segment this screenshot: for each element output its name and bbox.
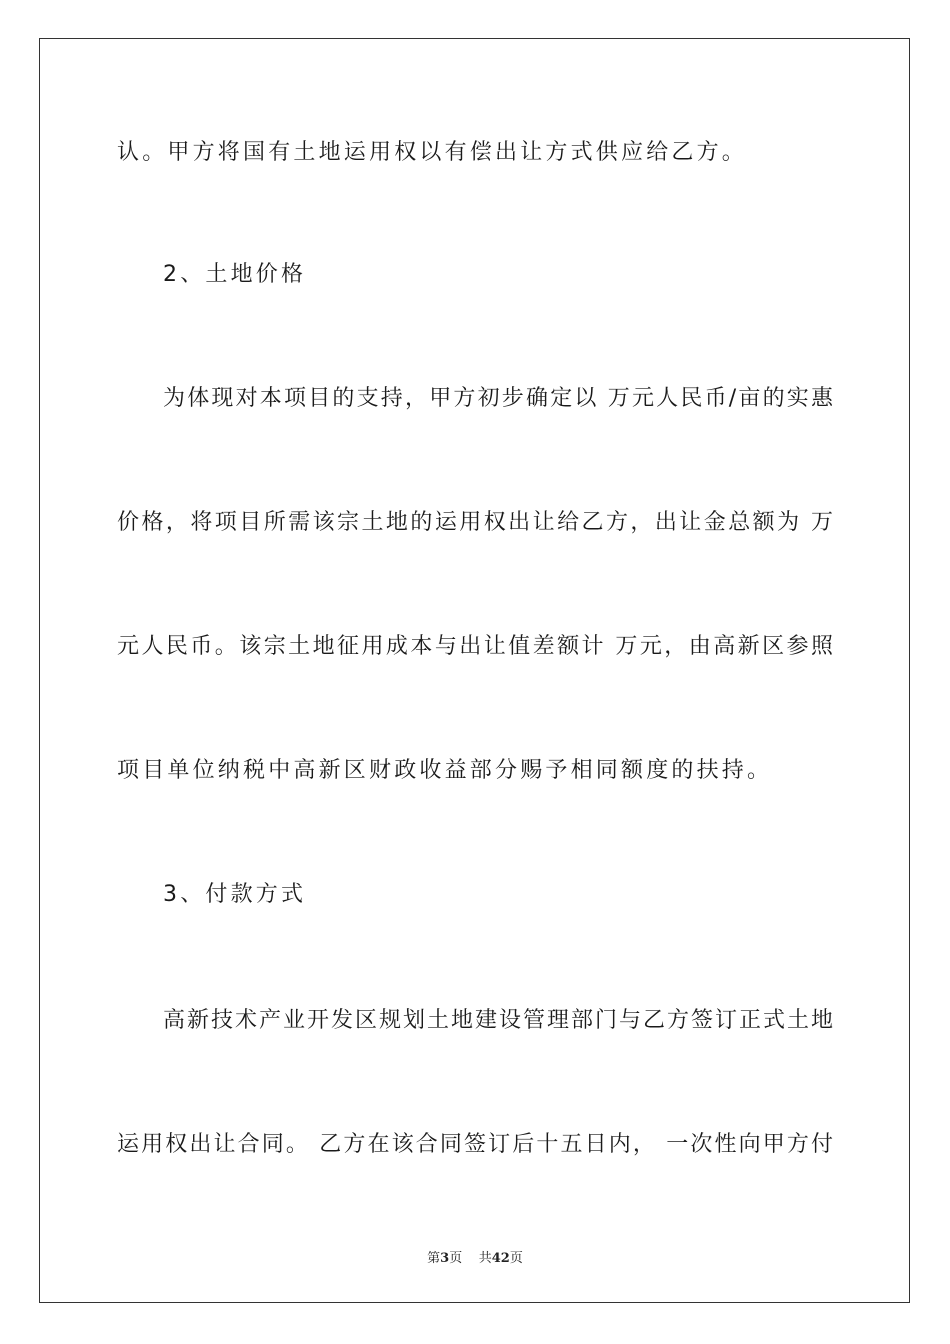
footer-total-suffix: 页 xyxy=(509,1251,523,1266)
footer-page-suffix: 页 xyxy=(449,1251,463,1266)
page-border xyxy=(39,38,910,1303)
footer-page-total: 42 xyxy=(491,1251,510,1266)
body-paragraph-line: 高新技术产业开发区规划土地建设管理部门与乙方签订正式土地 xyxy=(163,1008,833,1033)
body-paragraph-line: 价格，将项目所需该宗土地的运用权出让给乙方，出让金总额为 万 xyxy=(117,510,833,535)
body-paragraph-line: 为体现对本项目的支持，甲方初步确定以 万元人民币/亩的实惠 xyxy=(163,386,833,411)
section-heading-payment-method: 3、付款方式 xyxy=(163,882,307,907)
footer-page-prefix: 第 xyxy=(427,1251,441,1266)
body-paragraph-line: 认。甲方将国有土地运用权以有偿出让方式供应给乙方。 xyxy=(117,140,748,165)
footer-page-current: 3 xyxy=(440,1251,450,1266)
section-heading-land-price: 2、土地价格 xyxy=(163,262,307,287)
body-paragraph-line: 项目单位纳税中高新区财政收益部分赐予相同额度的扶持。 xyxy=(117,758,773,783)
body-paragraph-line: 运用权出让合同。 乙方在该合同签订后十五日内， 一次性向甲方付 xyxy=(117,1132,833,1157)
body-paragraph-line: 元人民币。该宗土地征用成本与出让值差额计 万元，由高新区参照 xyxy=(117,634,833,659)
page-footer xyxy=(0,1247,950,1266)
footer-total-prefix: 共 xyxy=(478,1251,492,1266)
